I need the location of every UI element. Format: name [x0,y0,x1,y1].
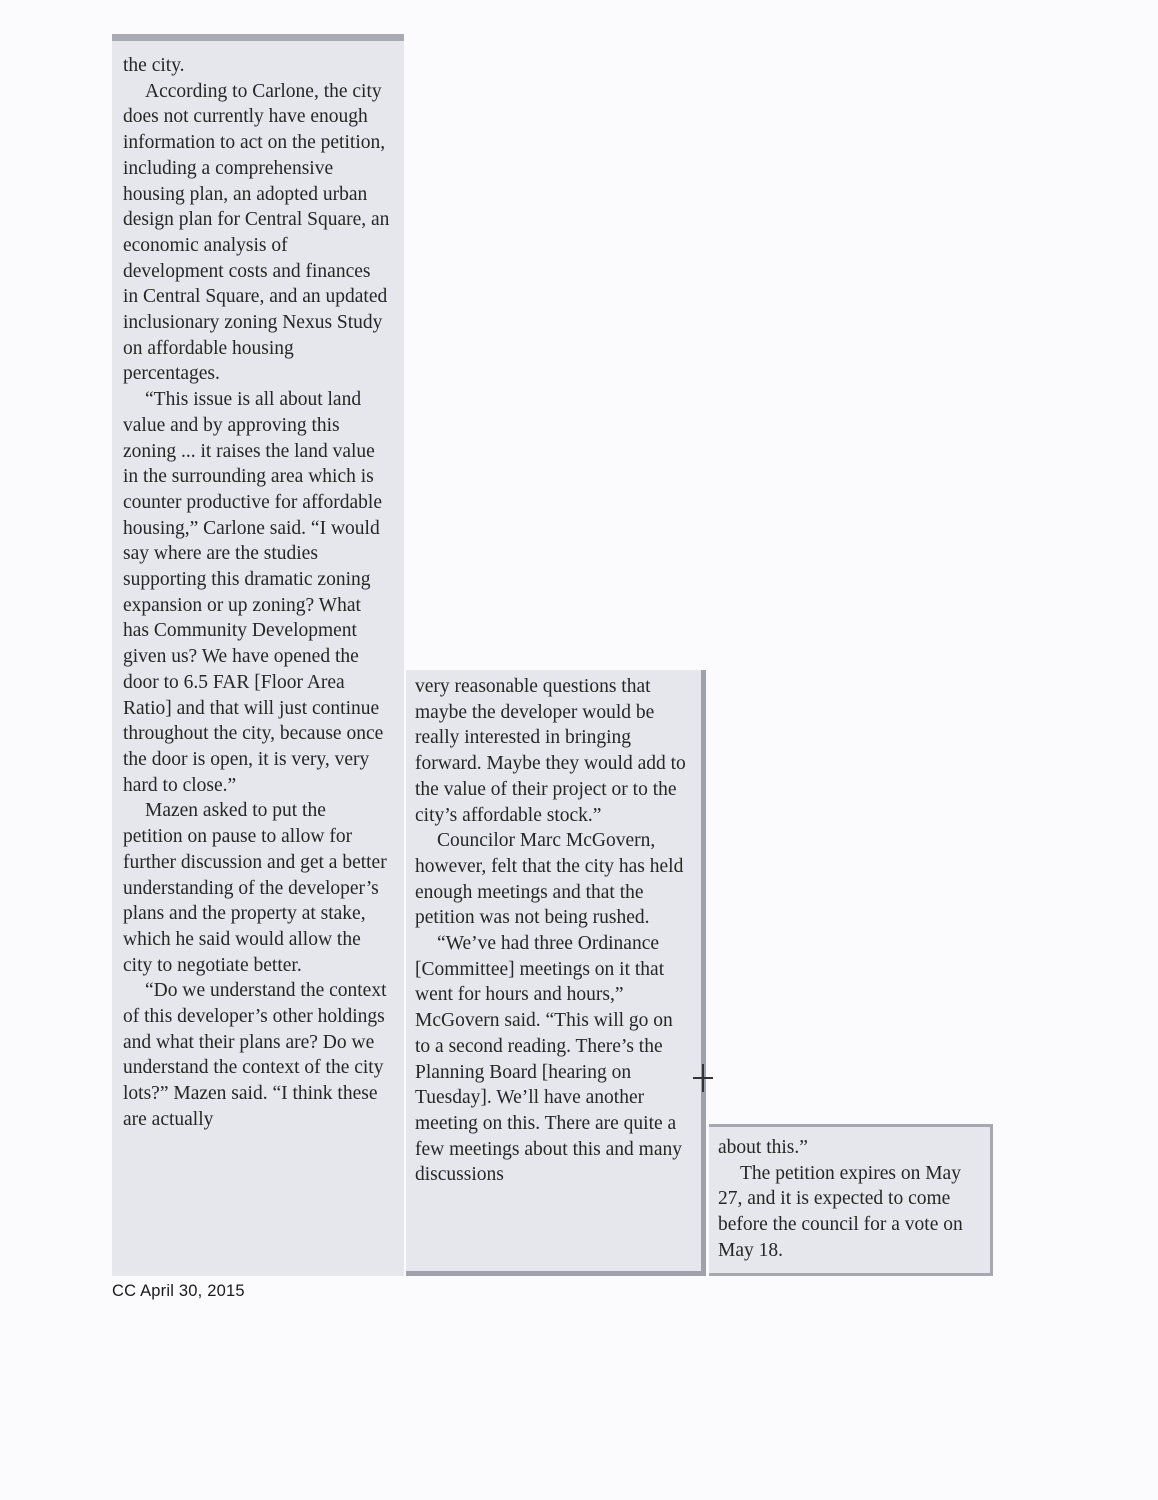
column-1-paragraph: Mazen asked to put the petition on pause to allow for further discussion and get a better understanding of the developer’s plans and the property at stake, which he said would allow the city to negotiate better. [123,800,387,976]
column-2-paragraph: Councilor Marc McGovern, however, felt that the city has held enough meetings and that the petition was not being rushed. [415,830,684,929]
article-column-3 [709,1124,993,1276]
article-column-1 [112,34,404,1276]
column-3-paragraph: about this.” [718,1137,808,1158]
crosshair-cursor-icon [693,1064,713,1092]
source-caption: CC April 30, 2015 [112,1282,245,1300]
column-1-paragraph: the city. [123,55,185,76]
column-1-paragraph: “Do we understand the context of this developer’s other holdings and what their plans are? Do we understand the context of the city lots?” Mazen said. “I think these are actually [123,980,387,1130]
column-1-paragraph: According to Carlone, the city does not currently have enough information to act on the petition, including a comprehensive housing plan, an adopted urban design plan for Central Square, an economic analysis of development costs and finances in Central Square, and an updated inclusionary zoning Nexus Study on affordable housing percentages. [123,80,390,385]
column-3-paragraph: The petition expires on May 27, and it is expected to come before the council for a vote on May 18. [718,1162,963,1261]
column-2-paragraph: very reasonable questions that maybe the developer would be really interested in bringing forward. Maybe they would add to the value of their project or to the city’s affordable stock.” [415,676,686,826]
column-1-paragraph: “This issue is all about land value and by approving this zoning ... it raises the land value in the surrounding area which is counter productive for affordable housing,” Carlone said. “I would say where are the studies supporting this dramatic zoning expansion or up zoning? What has Community Development given us? We have opened the door to 6.5 FAR [Floor Area Ratio] and that will just continue throughout the city, because once the door is open, it is very, very hard to close.” [123,389,384,796]
column-2-paragraph: “We’ve had three Ordinance [Committee] meetings on it that went for hours and hours,” McGovern said. “This will go on to a second reading. There’s the Planning Board [hearing on Tuesday]. We’ll have another meeting on this. There are quite a few meetings about this and many discussions [415,933,682,1186]
article-column-2 [406,670,706,1276]
